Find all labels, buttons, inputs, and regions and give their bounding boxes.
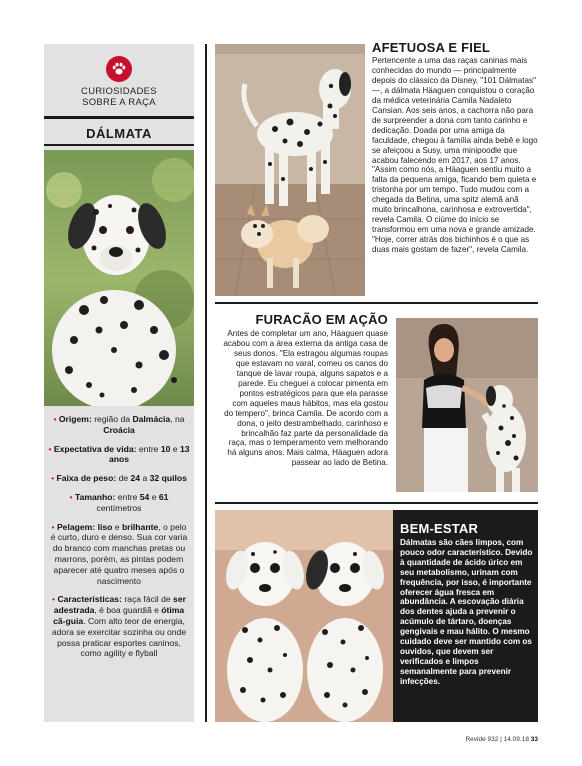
section-divider bbox=[215, 302, 538, 304]
section-title-furacao: FURACÃO EM AÇÃO bbox=[255, 312, 388, 327]
sidebar-header: CURIOSIDADES SOBRE A RAÇA bbox=[81, 86, 157, 108]
fact-origin: • Origem: região da Dalmácia, na Croácia bbox=[53, 414, 185, 435]
fact-characteristics: • Características: raça fácil de ser adestrada, é boa guardiã e ótima cã-guia. Com alto teor de energia, adora se exercitar sozinha ou onde possa praticar esportes caninos, como agility e flyball bbox=[51, 594, 187, 659]
section-body-bem-estar: Dálmatas são cães limpos, com pouco odor característico. Devido à quantidade de ácido úrico em seu metabolismo, urinam com frequência, por isso, é importante oferecer água fresca em abundância. A escovação diária dos dentes ajuda a prevenir o acúmulo de tártaro, doenças gengivais e mau hálito. O mesmo cuidado deve ser mantido com os ouvidos, que devem ser verificados e limpos semanalmente para prevenir infecções. bbox=[400, 538, 533, 686]
section-title-bem-estar: BEM-ESTAR bbox=[400, 521, 479, 536]
fact-weight: • Faixa de peso: de 24 a 32 quilos bbox=[51, 473, 187, 484]
section-divider bbox=[215, 502, 538, 504]
breed-facts-list bbox=[48, 414, 190, 667]
divider bbox=[44, 144, 194, 146]
section-title-afetuosa: AFETUOSA E FIEL bbox=[372, 40, 491, 55]
page-footer bbox=[420, 736, 538, 743]
dalmatian-puppies-photo bbox=[215, 510, 393, 722]
breed-facts-sidebar bbox=[44, 44, 194, 722]
column-divider bbox=[205, 44, 207, 722]
fact-size: • Tamanho: entre 54 e 61 centímetros bbox=[69, 491, 169, 513]
dalmatian-and-spitz-photo bbox=[215, 44, 365, 296]
breed-title: DÁLMATA bbox=[86, 126, 152, 141]
owner-with-dalmatian-photo bbox=[396, 318, 538, 492]
section-body-afetuosa: Pertencente a uma das raças caninas mais conhecidas do mundo — principalmente depois do clássico da Disney, "101 Dálmatas" —, a dálmata Häaguen conquistou o coração da médica veterinária Camila Nadaleto Cansian. Aos seis anos, a cachorra não para de surpreender a dona com tanto carinho e dedicação. Doada por uma amiga da faculdade, chegou à família ainda bebê e logo se afeiçoou a Susy, uma minipoodle que acabou falecendo em 2017, aos 17 anos. "Assim como nós, a Häaguen sentiu muito a falta da pequena amiga, ficando bem quieta e tristonha por um tempo. Tudo mudou com a chegada da Betina, uma spitz alemã anã muito brincalhona, carinhosa e extrovertida", revela Camila. O ciúme do início se transformou em uma nova e grande amizade. "Hoje, correr atrás dos bichinhos é o que as duas mais gostam de fazer", revela Camila. bbox=[372, 56, 538, 255]
paw-icon bbox=[106, 56, 132, 82]
issue-info: Revide 932 | 14.09.18 bbox=[465, 736, 529, 743]
section-body-furacao: Antes de completar um ano, Häaguen quase acabou com a área externa da antiga casa de seus donos. "Ela estragou algumas roupas que estavam no varal, comeu os canos do tanque de lavar roupa, alguns sapatos e a parede. Eu cheguei a colocar pimenta em pontos estratégicos para que ela parasse com aqueles maus hábitos, mas ela gostou do tempero", brinca Camila. De acordo com a dona, o jeito destrambelhado, carinhoso e brincalhão faz parte da personalidade da raça, mas o temperamento vem melhorando há alguns anos. Mais calma, Häaguen adora passear ao lado de Betina. bbox=[223, 329, 388, 468]
divider bbox=[44, 116, 194, 119]
fact-life-expectancy: • Expectativa de vida: entre 10 e 13 anos bbox=[48, 443, 190, 465]
fact-coat: • Pelagem: liso e brilhante, o pelo é curto, duro e denso. Sua cor varia do branco com manchas pretas ou marrons, porém, as pintas podem aparecer até quatro meses após o nascimento bbox=[50, 521, 188, 586]
page-number: 33 bbox=[530, 736, 538, 743]
dalmatian-portrait-photo bbox=[44, 150, 194, 406]
